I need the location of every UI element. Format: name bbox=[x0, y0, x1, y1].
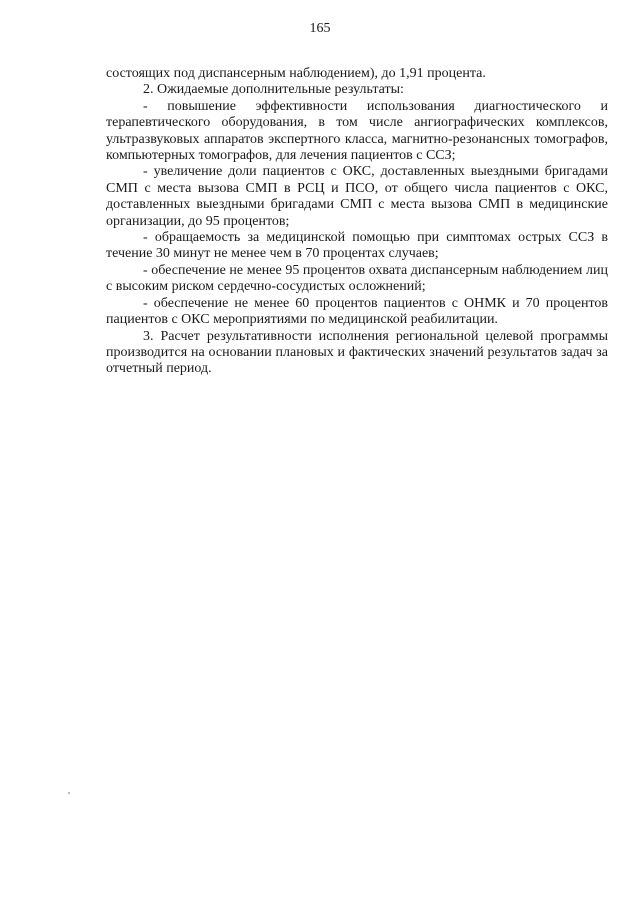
paragraph-equipment-efficiency: - повышение эффективности использования диагностического и терапевтического оборудования, в том числе ангиографических комплексов, ультразвуковых аппаратов экспертного класса, магнитно-резонансных томографов, компьютерных томографов, для лечения пациентов с ССЗ; bbox=[106, 98, 608, 164]
paragraph-oks-delivery-share: - увеличение доли пациентов с ОКС, доставленных выездными бригадами СМП с места вызова СМП в РСЦ и ПСО, от общего числа пациентов с ОКС, доставленных выездными бригадами СМП с места вызова СМП в медицинские организации, до 95 процентов; bbox=[106, 164, 608, 229]
paragraph-rehabilitation: - обеспечение не менее 60 процентов пациентов с ОНМК и 70 процентов пациентов с ОКС мероприятиями по медицинской реабилитации. bbox=[106, 295, 608, 328]
document-body bbox=[106, 66, 608, 378]
paragraph-dispensary-coverage: - обеспечение не менее 95 процентов охвата диспансерным наблюдением лиц с высоким риском сердечно-сосудистых осложнений; bbox=[106, 262, 608, 295]
paragraph-effectiveness-calculation: 3. Расчет результативности исполнения региональной целевой программы производится на основании плановых и фактических значений результатов задач за отчетный период. bbox=[106, 328, 608, 377]
scan-speck bbox=[68, 792, 70, 794]
paragraph-care-seeking: - обращаемость за медицинской помощью при симптомах острых ССЗ в течение 30 минут не менее чем в 70 процентах случаев; bbox=[106, 230, 608, 262]
paragraph-continuation: состоящих под диспансерным наблюдением), до 1,91 процента. bbox=[106, 66, 486, 81]
paragraph-expected-results-heading: 2. Ожидаемые дополнительные результаты: bbox=[143, 82, 404, 98]
page-number: 165 bbox=[309, 21, 331, 36]
